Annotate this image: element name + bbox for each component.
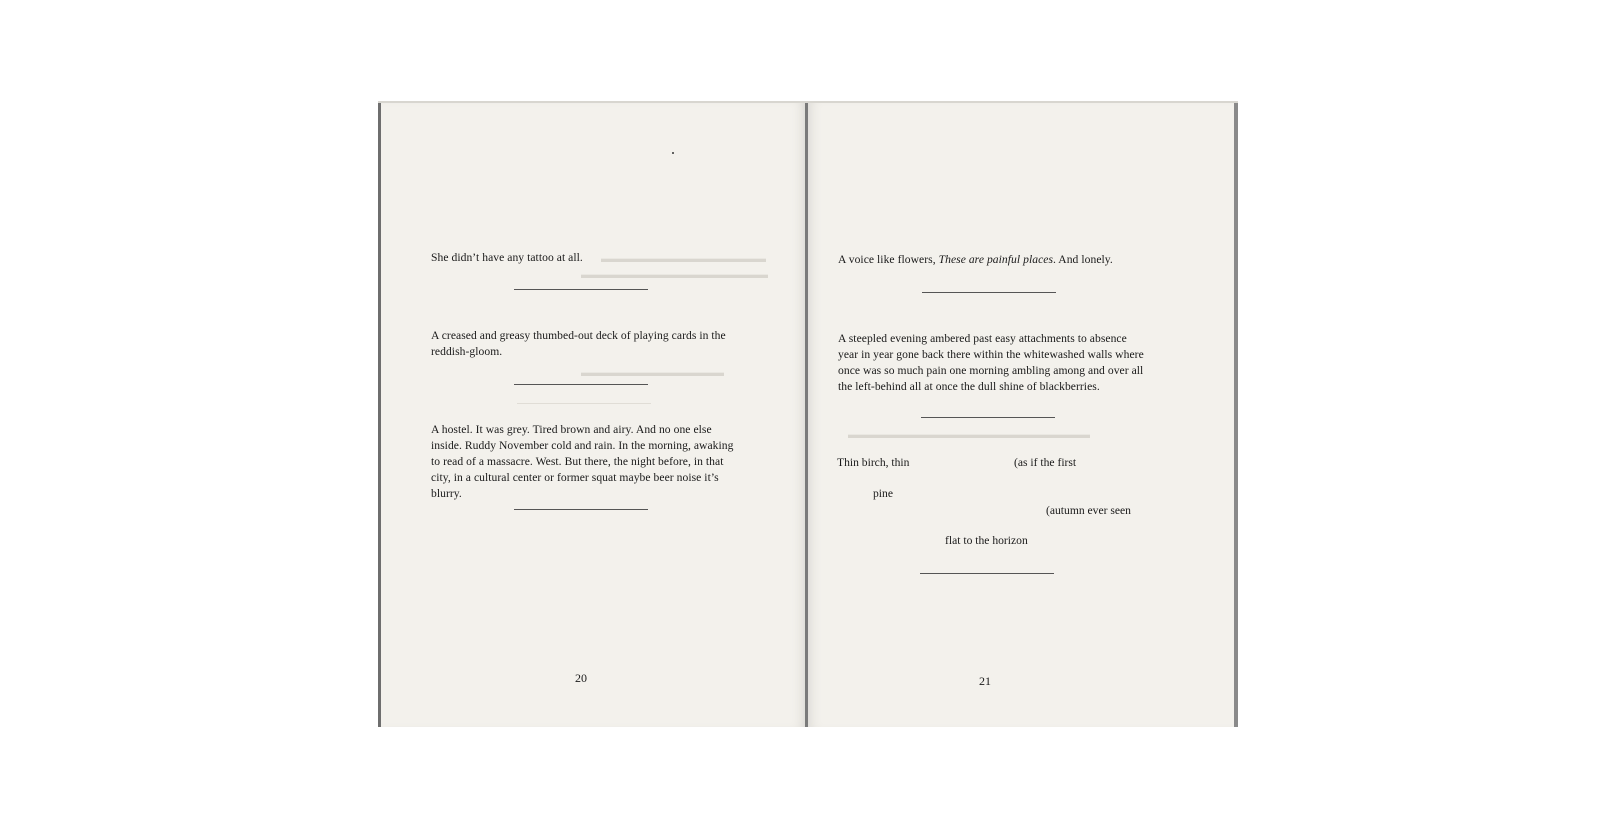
poem-line-autumn: (autumn ever seen: [1046, 504, 1131, 517]
show-through-text: ▬▬▬▬▬▬▬▬▬▬▬▬▬: [581, 367, 724, 379]
page-number-right: 21: [979, 674, 991, 688]
paragraph-steepled: A steepled evening ambered past easy attachments to absence year in year gone back there within the whitewashed walls where once was so much pain one morning ambling among and over all the left-behind all at once the dull shine of blackberries.: [838, 332, 1144, 393]
section-divider: [920, 573, 1054, 574]
poem-line-pine: pine: [873, 487, 893, 500]
ink-speck: [672, 152, 674, 154]
right-page: [808, 103, 1238, 727]
voice-italic: These are painful places: [938, 253, 1054, 266]
show-through-text: ▬▬▬▬▬▬▬▬▬▬▬▬▬▬▬▬▬▬▬▬▬▬: [848, 429, 1090, 441]
show-through-text: ▬▬▬▬▬▬▬▬▬▬▬▬▬▬▬▬▬: [581, 269, 768, 281]
section-divider: [921, 417, 1055, 418]
paragraph-tattoo: She didn’t have any tattoo at all.: [431, 251, 583, 264]
page-number-left: 20: [575, 671, 587, 685]
voice-prefix: A voice like flowers,: [838, 253, 939, 266]
poem-line-birch: Thin birch, thin: [837, 456, 910, 469]
show-through-text: ▬▬▬▬▬▬▬▬▬▬▬▬▬▬▬: [601, 253, 766, 265]
open-book: [378, 103, 1238, 727]
poem-line-first: (as if the first: [1014, 456, 1077, 469]
voice-suffix: . And lonely.: [1053, 253, 1113, 266]
paragraph-hostel: A hostel. It was grey. Tired brown and airy. And no one else inside. Ruddy November cold and rain. In the morning, awaking to read of a massacre. West. But there, the night before, in that city, in a cultural center or former squat maybe beer noise it’s blurry.: [431, 423, 734, 500]
section-divider: [514, 509, 648, 510]
section-divider: [922, 292, 1056, 293]
left-page: [378, 103, 806, 727]
show-through-rule: [517, 403, 651, 404]
section-divider: [514, 384, 648, 385]
paragraph-cards: A creased and greasy thumbed-out deck of playing cards in the reddish-gloom.: [431, 329, 726, 358]
paragraph-voice: [838, 252, 1168, 268]
poem-line-horizon: flat to the horizon: [945, 534, 1028, 547]
section-divider: [514, 289, 648, 290]
